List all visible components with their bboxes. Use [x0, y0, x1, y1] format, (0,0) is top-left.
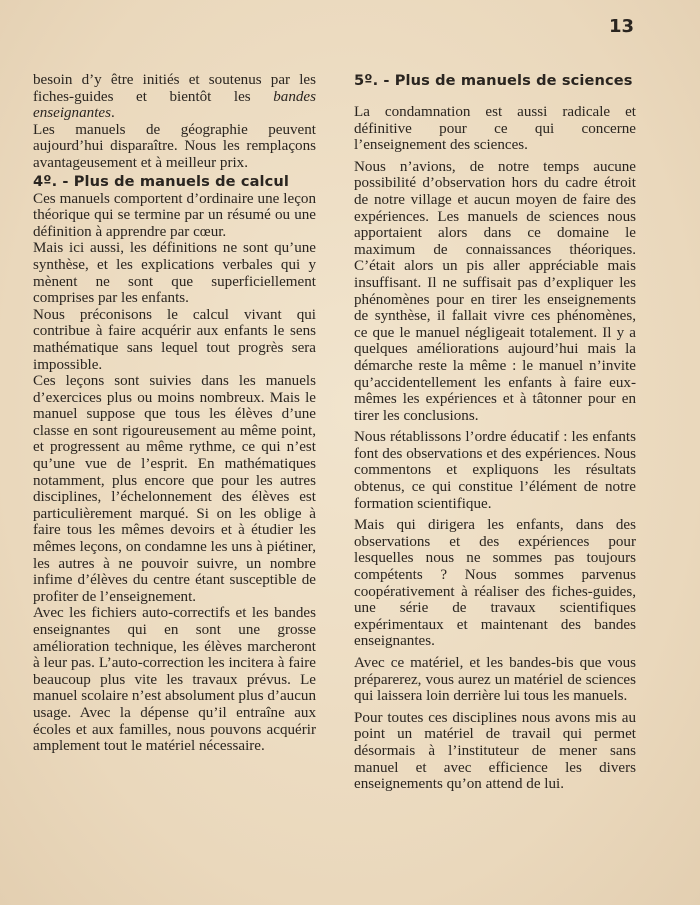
- paragraph: Mais qui dirigera les enfants, dans des observations et des expériences pour lesquelles nous ne sommes pas toujours compétents ? Nous sommes parvenus coopérativement à réaliser des fiches-guides, une série de travaux scientifiques expérimentaux et maintenant des bandes enseignantes.: [354, 517, 636, 650]
- paragraph: La condamnation est aussi radicale et définitive pour ce qui concerne l’enseignement des sciences.: [354, 104, 636, 154]
- intro-text-before: besoin d’y être initiés et soutenus par les fiches-guides et bientôt les: [33, 72, 316, 105]
- section-heading-calcul: 4º. - Plus de manuels de calcul: [33, 172, 289, 190]
- intro-text-italic: bandes enseignantes: [33, 88, 316, 122]
- left-column: [33, 72, 316, 755]
- paragraph: Nous rétablissons l’ordre éducatif : les enfants font des observations et des expériences. Nous commentons et expliquons les résultats obtenus, ce qui constitue l’élément de notre formation scientifique.: [354, 429, 636, 512]
- paragraph: Ces manuels comportent d’ordinaire une leçon théorique qui se termine par un résumé ou une définition à apprendre par cœur.: [33, 190, 316, 240]
- paragraph: Ces leçons sont suivies dans les manuels d’exercices plus ou moins nombreux. Mais le manuel suppose que tous les élèves d’une classe en sont rigoureusement au même point, et progressent au même rythme, ce qui n’est qu’une vue de l’esprit. En mathématiques notamment, plus encore que pour les autres disciplines, l’échelonnement des élèves est particulièrement marqué. Si on les oblige à faire tous les mêmes devoirs et à étudier les mêmes leçons, on condamne les uns à piétiner, les autres à ne pouvoir suivre, un nombre infime d’élèves du centre étant susceptible de profiter de l’enseignement.: [33, 373, 316, 605]
- paragraph: Nous n’avions, de notre temps aucune possibilité d’observation hors du cadre étroit de notre village et aucun moyen de faire des expériences. Les manuels de sciences nous apportaient alors dans ce domaine le maximum de connaissances théoriques. C’était alors un pis aller appréciable mais insuffisant. Il ne suffisait pas d’expliquer les phénomènes pour en tirer les enseignements de synthèse, il fallait vivre ces phénomènes, ce que le manuel négligeait totalement. Il y a quelques améliorations aujourd’hui mais la démarche reste la même : le manuel n’invite qu’accidentellement les enfants à faire eux-mêmes les expériences et à tâtonner pour en tirer les conclusions.: [354, 158, 636, 424]
- paragraph: Avec ce matériel, et les bandes-bis que vous préparerez, vous aurez un matériel de sciences qui laissera loin derrière lui tous les manuels.: [354, 655, 636, 705]
- right-column: [354, 72, 636, 793]
- intro-paragraph-2: Les manuels de géographie peuvent aujourd’hui disparaître. Nous les remplaçons avantageusement et à meilleur prix.: [33, 121, 316, 171]
- intro-paragraph-1: [33, 72, 316, 122]
- paragraph: Mais ici aussi, les définitions ne sont qu’une synthèse, et les explications verbales qui y mènent ne sont que superficiellement comprises par les enfants.: [33, 240, 316, 307]
- section-heading-sciences: 5º. - Plus de manuels de sciences: [354, 72, 633, 89]
- paragraph: Pour toutes ces disciplines nous avons mis au point un matériel de travail qui permet désormais à l’instituteur de mener sans manuel et avec efficience les divers enseignements qu’on attend de lui.: [354, 709, 636, 793]
- intro-text-after: .: [110, 105, 115, 122]
- paragraph: Nous préconisons le calcul vivant qui contribue à faire acquérir aux enfants le sens mathématique sans lequel tout progrès sera impossible.: [33, 306, 316, 373]
- page-number: 13: [608, 16, 634, 37]
- paragraph: Avec les fichiers auto-correctifs et les bandes enseignantes qui en sont une grosse amélioration technique, les élèves marcheront à leur pas. L’auto-correction les incitera à faire beaucoup plus vite les travaux prévus. Le manuel scolaire n’est absolument plus d’aucun usage. Avec la dépense qu’il entraîne aux écoles et aux familles, nous pouvons acquérir amplement tout le matériel nécessaire.: [33, 605, 316, 755]
